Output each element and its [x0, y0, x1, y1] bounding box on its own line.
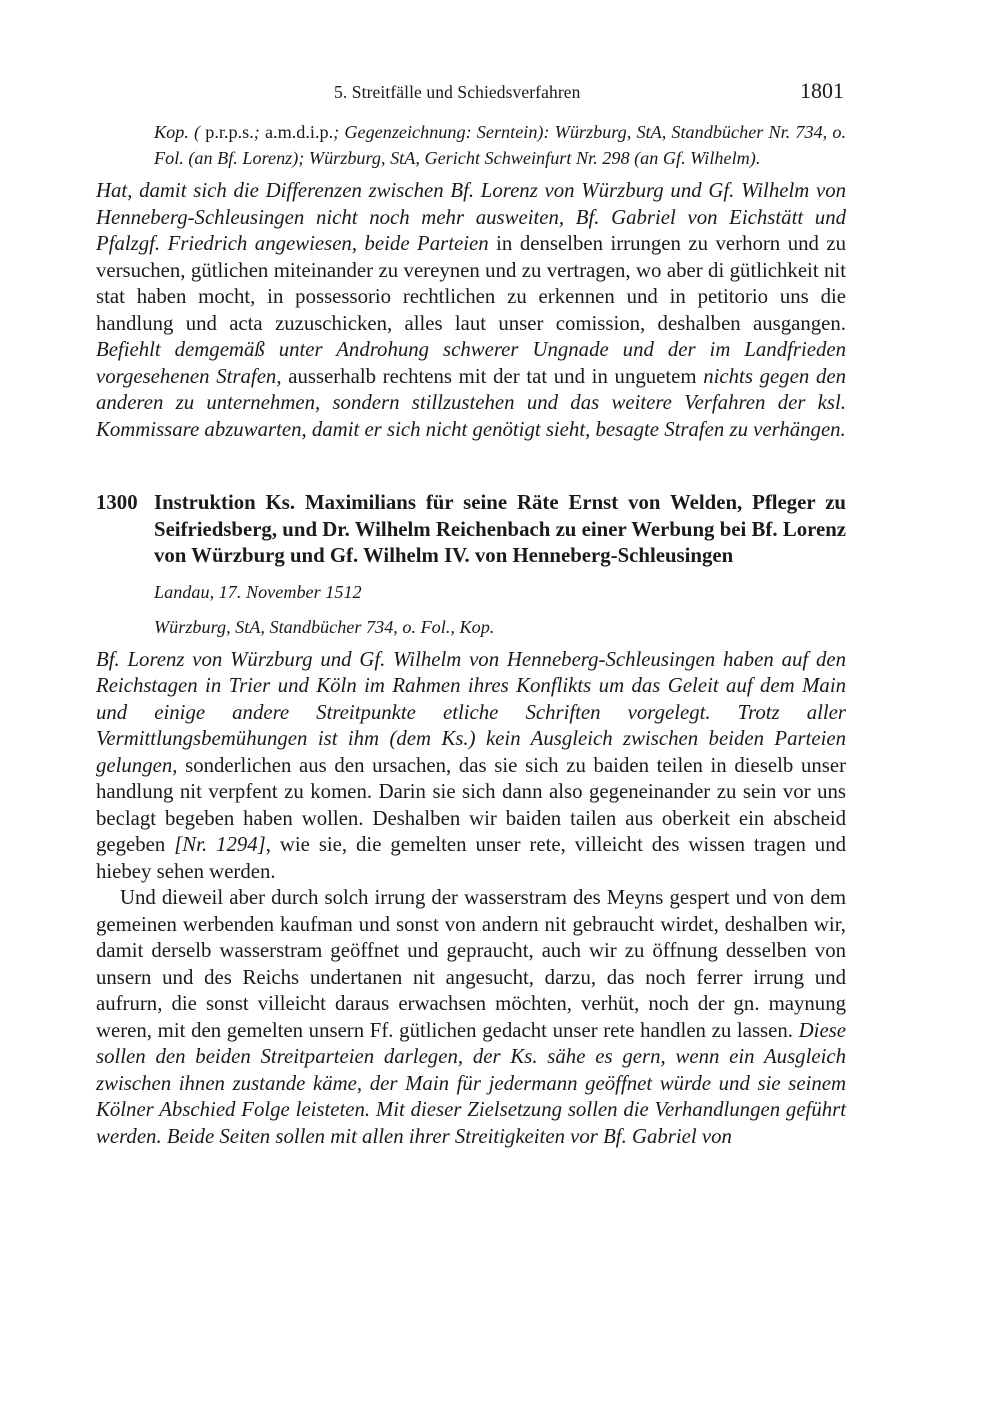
source-note-part: Kop. ( [154, 122, 201, 142]
source-note-part: ; Gegenzeichnung: Serntein): Würzburg, StA, Standbücher Nr. 734, o. Fol. (an Bf. Lorenz); Würzburg, StA, Gericht Schweinfurt Nr. 298 (an Gf. Wilhelm). [154, 122, 847, 168]
running-head [96, 70, 846, 110]
source-note-abbrev: a.m.d.i.p. [264, 122, 334, 142]
body-paragraph [96, 178, 846, 443]
body-paragraph [96, 647, 846, 886]
document-number: 1300 [96, 491, 138, 515]
place-date: Landau, 17. November 1512 [154, 581, 362, 602]
quoted-text: in denselben irrungen zu verhorn und zu versuchen, gütlichen miteinander zu vereynen und zu vertragen, wo aber di gütlichkeit nit stat haben mocht, in possessorio rechtlichen zu erkennen und in petitorio uns die handlung und acta zuzuschicken, alles laut unser comission, deshalben ausgangen. [96, 232, 847, 335]
source-note [154, 120, 846, 171]
source-note-abbrev: p.r.p.s. [200, 122, 254, 142]
quoted-text: ausserhalb rechtens mit der tat und in unguetem [281, 364, 704, 388]
cross-reference: [Nr. 1294] [174, 833, 266, 857]
document-body [96, 647, 846, 1151]
quoted-text: Und dieweil aber durch solch irrung der wasserstram des Meyns gespert und von dem gemeinen werbenden kaufman und sonst von andern nit gebraucht wirdet, deshalben wir, damit derselb wasserstram geöffnet und gepraucht, auch wir zu öffnung desselben von unsern und des Reichs undertanen nit angesucht, darzu, das noch ferrer irrung und aufrurn, die sonst villeicht daraus erwachsen möchten, verhüt, noch der gn. maynung weren, mit den gemelten unsern Ff. gütlichen gedacht unser rete handlen zu lassen. [96, 886, 846, 1042]
summary-text: Diese sollen den beiden Streitparteien darlegen, der Ks. sähe es gern, wenn ein Ausgleich zwischen ihnen zustande käme, der Main für jedermann geöffnet würde und sie seinem Kölner Abschied Folge leisteten. Mit dieser Zielsetzung sollen die Verhandlungen geführt werden. Beide Seiten sollen mit allen ihrer Streitigkeiten vor Bf. Gabriel von [96, 1018, 846, 1148]
summary-text: nichts gegen den anderen zu unternehmen, sondern stillzustehen und das weitere Verfahren der ksl. Kommissare abzuwarten, damit er sich nicht genötigt sieht, besagte Strafen zu verhängen. [96, 364, 846, 441]
summary-text: Bf. Lorenz von Würzburg und Gf. Wilhelm von Henneberg-Schleusingen haben auf den Reichstagen in Trier und Köln im Rahmen ihres Konflikts um das Geleit auf dem Main und einige andere Streitpunkte etliche Schriften vorgelegt. Trotz aller Vermittlungsbemühungen ist ihm (dem Ks.) kein Ausgleich zwischen beiden Parteien gelungen, [96, 647, 846, 777]
page [96, 70, 846, 1150]
running-head-title: 5. Streitfälle und Schiedsverfahren [334, 82, 581, 102]
quoted-text: sonderlichen aus den ursachen, das sie sich zu baiden teilen in dieselb unser handlung nit verpfent zu komen. Darin sie sich dann also gegeneinander zu sein vor uns beclagt begeben haben wollen. Deshalben wir baiden tailen aus oberkeit ein abscheid gegeben [96, 753, 846, 857]
quoted-text: , wie sie, die gemelten unser rete, villeicht des wissen tragen und hiebey sehen werden. [96, 833, 846, 883]
summary-text: Befiehlt demgemäß unter Androhung schwerer Ungnade und der im Landfrieden vorgesehenen Strafen, [96, 338, 846, 388]
source-note-part: ; [253, 122, 265, 142]
archive-reference: Würzburg, StA, Standbücher 734, o. Fol., Kop. [154, 616, 495, 637]
page-number: 1801 [800, 78, 844, 103]
summary-text: Hat, damit sich die Differenzen zwischen Bf. Lorenz von Würzburg und Gf. Wilhelm von Henneberg-Schleusingen nicht noch mehr ausweiten, Bf. Gabriel von Eichstätt und Pfalzgf. Friedrich angewiesen, beide Parteien [96, 179, 846, 256]
document-heading [96, 490, 846, 570]
document-title: Instruktion Ks. Maximilians für seine Räte Ernst von Welden, Pfleger zu Seifriedsberg, und Dr. Wilhelm Reichenbach zu einer Werbung bei Bf. Lorenz von Würzburg und Gf. Wilhelm IV. von Henneberg-Schleusingen [154, 491, 846, 568]
body-paragraph [96, 885, 846, 1150]
